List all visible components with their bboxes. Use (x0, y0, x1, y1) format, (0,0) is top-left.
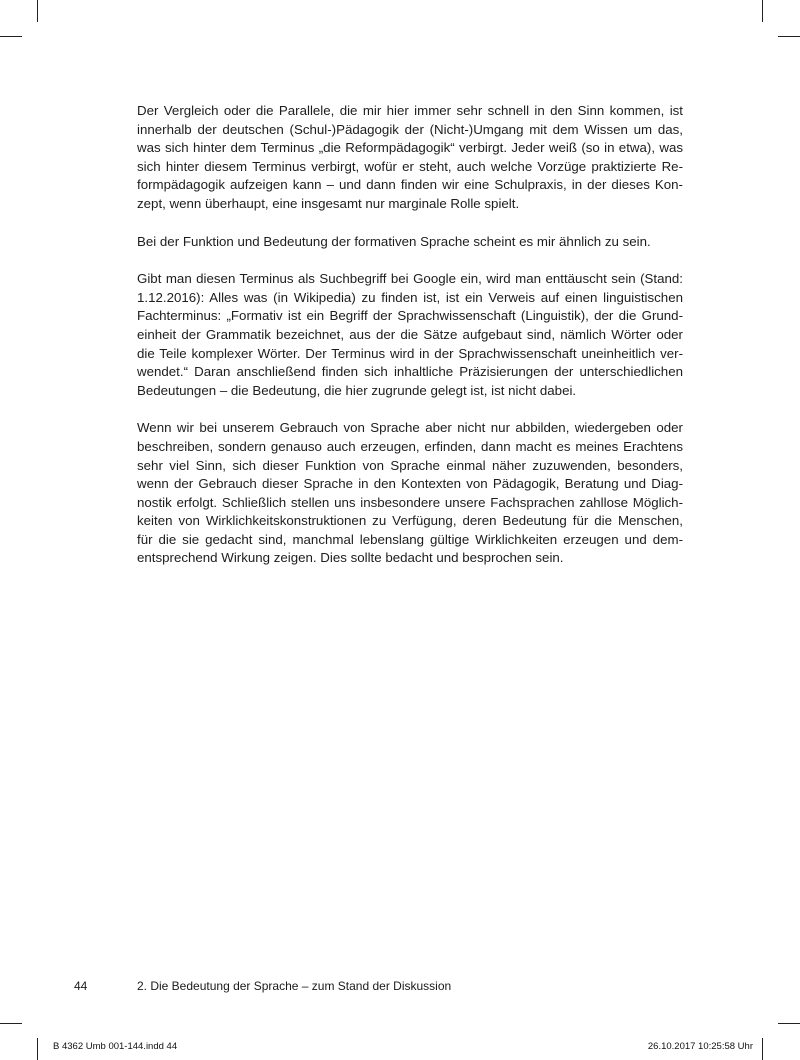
paragraph-2 (137, 233, 683, 252)
text-line: für die sie gedacht sind, manchmal lebenslang gültige Wirklichkeiten erzeugen und dem- (137, 531, 683, 547)
text-line: Wenn wir bei unserem Gebrauch von Sprache aber nicht nur abbilden, wiedergeben oder (137, 420, 683, 436)
text-line: zept, wenn überhaupt, eine insgesamt nur marginale Rolle spielt. (137, 195, 520, 211)
text-line: die Teile komplexer Wörter. Der Terminus wird in der Sprachwissenschaft uneinheitlich ver- (137, 345, 683, 361)
text-line: wendet.“ Daran anschließend finden sich inhaltliche Präzisierungen der unterschiedlichen (137, 364, 683, 380)
crop-mark-top-left-horizontal (0, 36, 22, 37)
crop-mark-top-right-horizontal (778, 36, 800, 37)
text-line: 1.12.2016): Alles was (in Wikipedia) zu finden ist, ist ein Verweis auf einen linguistischen (137, 289, 683, 305)
text-line: nostik erfolgt. Schließlich stellen uns insbesondere unsere Fachsprachen zahllose Möglich- (137, 494, 683, 510)
paragraph-4 (137, 419, 683, 568)
text-line: keiten von Wirklichkeitskonstruktionen zu Verfügung, deren Bedeutung für die Menschen, (137, 513, 683, 529)
text-line: Bedeutungen – die Bedeutung, die hier zugrunde gelegt ist, ist nicht dabei. (137, 382, 577, 398)
crop-mark-top-right-vertical (762, 0, 763, 22)
text-line: beschreiben, sondern genauso auch erzeugen, erfinden, dann macht es meines Erachtens (137, 438, 683, 454)
text-line: Der Vergleich oder die Parallele, die mir hier immer sehr schnell in den Sinn kommen, ist (137, 103, 683, 118)
text-line: Gibt man diesen Terminus als Suchbegriff bei Google ein, wird man enttäuscht sein (Stand: (137, 271, 683, 287)
text-line: innerhalb der deutschen (Schul-)Pädagogik der (Nicht-)Umgang mit dem Wissen um das, (137, 121, 683, 137)
crop-mark-bottom-left-horizontal (0, 1023, 22, 1024)
text-line: Bei der Funktion und Bedeutung der formativen Sprache scheint es mir ähnlich zu sein. (137, 233, 651, 249)
print-slug-timestamp: 26.10.2017 10:25:58 Uhr (647, 1041, 753, 1052)
paragraph-1 (137, 102, 683, 214)
page-number: 44 (74, 979, 88, 993)
crop-mark-top-left-vertical (37, 0, 38, 22)
crop-mark-bottom-right-vertical (762, 1038, 763, 1060)
running-footer-chapter: 2. Die Bedeutung der Sprache – zum Stand der Diskussion (137, 979, 452, 993)
body-text (137, 102, 683, 587)
text-line: was sich hinter dem Terminus „die Reformpädagogik“ verbirgt. Jeder weiß (so in etwa), was (137, 140, 683, 156)
text-line: wenn der Gebrauch dieser Sprache in den Kontexten von Pädagogik, Beratung und Diag- (137, 476, 683, 492)
paragraph-3 (137, 270, 683, 400)
crop-mark-bottom-right-horizontal (778, 1023, 800, 1024)
crop-mark-bottom-left-vertical (37, 1038, 38, 1060)
text-line: entsprechend Wirkung zeigen. Dies sollte bedacht und besprochen sein. (137, 550, 564, 566)
text-line: einheit der Grammatik bezeichnet, aus der die Sätze aufgebaut sind, nämlich Wörter oder (137, 326, 683, 342)
print-slug-file: B 4362 Umb 001-144.indd 44 (53, 1041, 178, 1052)
text-line: formpädagogik aufzeigen kann – und dann finden wir eine Schulpraxis, in der dieses Kon- (137, 177, 683, 193)
text-line: Fachterminus: „Formativ ist ein Begriff der Sprachwissenschaft (Linguistik), der die Grund- (137, 308, 683, 324)
text-line: sehr viel Sinn, sich dieser Funktion von Sprache einmal näher zuzuwenden, besonders, (137, 457, 683, 473)
text-line: sich hinter diesem Terminus verbirgt, wofür er steht, auch welche Vorzüge praktizierte Re- (137, 158, 683, 174)
